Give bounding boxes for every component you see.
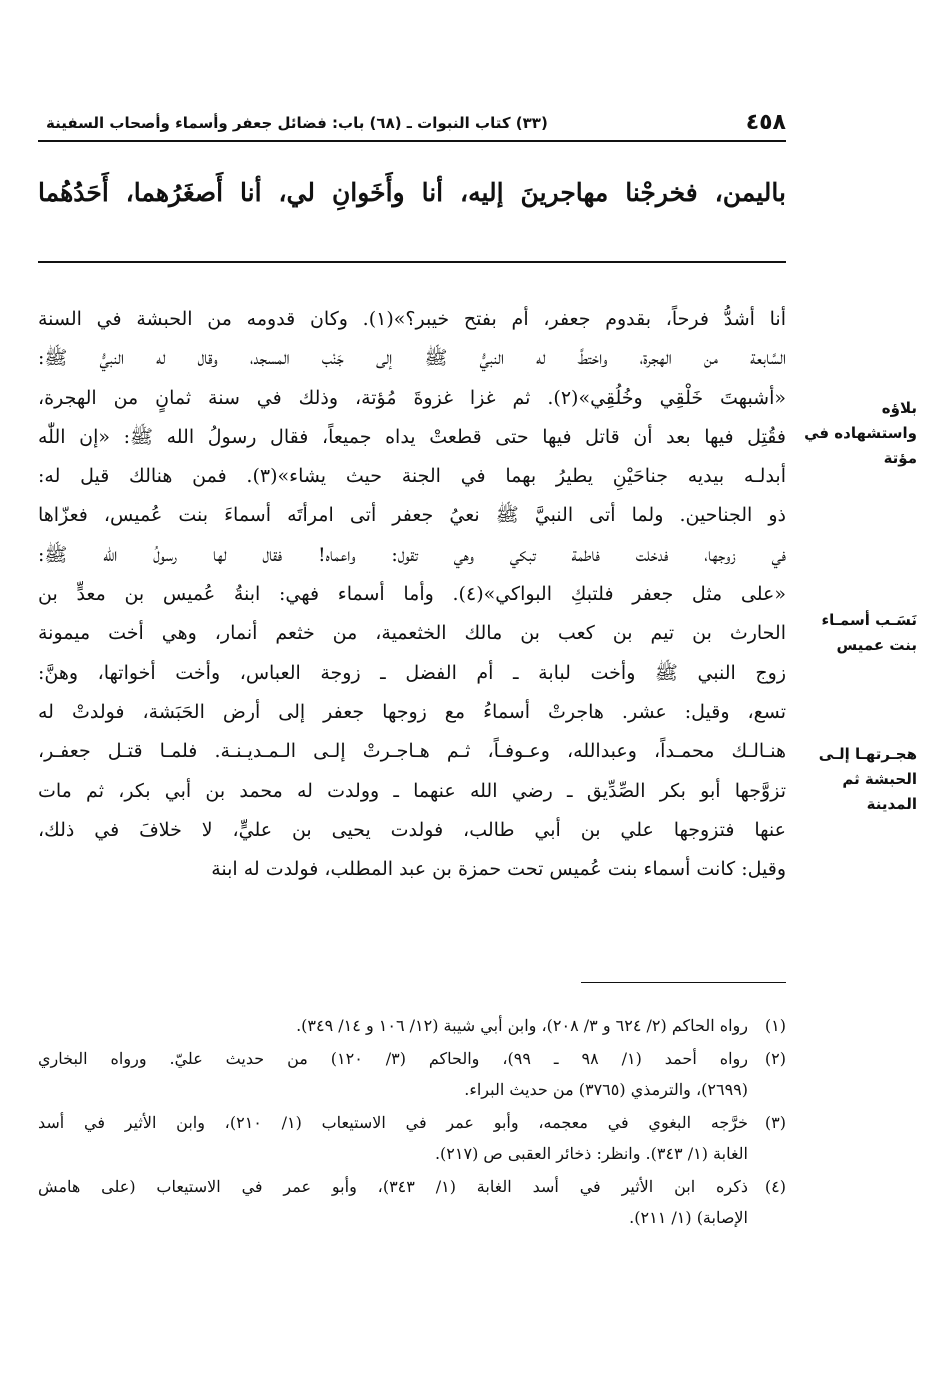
footnote-divider [581, 982, 786, 983]
footnote-line: خرَّجه البغوي في معجمه، وأبو عمر في الاستيعاب (١/ ٢١٠)، وابن الأثير في أسد [38, 1113, 748, 1132]
commentary-line: فقُتِل فيها بعد أن قاتل فيها حتى قطعتْ يداه جميعاً، فقال رسولُ الله ﷺ: «إن اللّٰه [38, 425, 786, 448]
footnote-number: (٢) [764, 1049, 786, 1068]
footnote-line: الإصابة) (١/ ٢١١). [629, 1208, 748, 1227]
footnote-number: (٣) [764, 1113, 786, 1132]
commentary-line: تسع، وقيل: عشر. هاجرتْ أسماءُ مع زوجها جعفر إلى أرض الحَبَشة، فولدتْ له [38, 700, 786, 723]
sidenote-line: هجـرتهـا إلـى [818, 745, 917, 763]
commentary-line: الحارث بن تيم بن كعب بن مالك الخثعمية، من خثعم أنمار، وهي أخت ميمونة [38, 622, 786, 645]
commentary-line: زوج النبي ﷺ وأخت لبابة ـ أم الفضل ـ زوجة العباس، وأخت أخواتها، وهنَّ: [38, 661, 786, 684]
sidenote-line: بلاؤه [881, 399, 917, 417]
running-title: (٣٣) كتاب النبوات ـ (٦٨) باب: فضائل جعفر وأسماء وأصحاب السفينة [46, 114, 548, 132]
sidenote-nasab [792, 608, 917, 658]
commentary-line: هنـالـك محمـداً، وعبدالله، وعـوفـاً، ثـم هـاجـرتْ إلـى الـمـديـنـة. فلمـا قتـل جعفـر، [38, 740, 786, 763]
footnote-number: (١) [764, 1016, 786, 1035]
sidenote-line: المدينة [866, 795, 917, 813]
commentary-line: أبدلـه بيديه جناحَيْنِ يطيرُ بهما في الجنة حيث يشاء»(٣). فمن هنالك قيل له: [38, 465, 786, 488]
sidenote-bala [792, 396, 917, 471]
commentary-line: عنها فتزوجها علي بن أبي طالب، فولدت يحيى بن عليٍّ، لا خلافَ في ذلك، [38, 818, 786, 841]
footnotes [38, 1010, 786, 1235]
sidenote-line: مؤتة [883, 449, 917, 467]
footnote-line: رواه أحمد (١/ ٩٨ ـ ٩٩)، والحاكم (٣/ ١٢٠) من حديث عليّ. ورواه البخاري [38, 1049, 748, 1068]
footnote-line: (٢٦٩٩)، والترمذي (٣٧٦٥) من حديث البراء. [464, 1080, 748, 1099]
footnote-3 [38, 1107, 786, 1169]
page-header [38, 110, 786, 142]
footnote-line: رواه الحاكم (٢/ ٦٢٤ و ٣/ ٢٠٨)، وابن أبي شيبة (١٢/ ١٠٦ و ١٤/ ٣٤٩). [296, 1016, 748, 1035]
footnote-line: الغابة (١/ ٣٤٣). وانظر: ذخائر العقبى ص (٢١٧). [434, 1144, 748, 1163]
commentary-line: «على مثل جعفر فلتبكِ البواكي»(٤). وأما أسماء فهي: ابنةُ عُميس بن معدٍّ بن [38, 583, 786, 606]
commentary-line: وقيل: كانت أسماء بنت عُميس تحت حمزة بن عبد المطلب، فولدت له ابنة [211, 858, 786, 881]
footnote-line: ذكره ابن الأثير في أسد الغابة (١/ ٣٤٣)، وأبو عمر في الاستيعاب (على هامش [38, 1177, 748, 1196]
page-number: ٤٥٨ [745, 110, 786, 135]
commentary-body [38, 300, 786, 889]
sidenote-hijra [792, 742, 917, 817]
commentary-line: «أشبهتَ خَلْقِي وخُلُقِي»(٢). ثم غزا غزوةَ مُؤتة، وذلك في سنة ثمانٍ من الهجرة، [38, 386, 786, 409]
sidenote-line: بنت عميس [836, 636, 917, 654]
commentary-line: في زوجها، فدخلت فاطمة تبكي وهي تقول: واعماه! فقال لها رسولُ الله ﷺ: [38, 543, 786, 566]
footnote-4 [38, 1171, 786, 1233]
footnote-1 [38, 1010, 786, 1041]
footnote-number: (٤) [764, 1177, 786, 1196]
commentary-line: ذو الجناحين. ولما أتى النبيَّ ﷺ نعيُ جعفر أتى امرأتَه أسماءَ بنت عُميس، فعزّاها [38, 504, 786, 527]
commentary-line: السَّابعة من الهجرة، واختطَّ له النبيُّ ﷺ إلى جَنْب المسجد، وقال له النبيُّ ﷺ: [38, 347, 786, 370]
commentary-line: تزوَّجها أبو بكر الصِّدِّيق ـ رضي الله عنهما ـ وولدت له محمد بن أبي بكر، ثم مات [38, 779, 786, 802]
sidenote-line: الحبشة ثم [842, 770, 917, 788]
sidenote-line: واستشهاده في [804, 424, 917, 442]
commentary-line: أنا أشدُّ فرحاً، بقدوم جعفر، أم بفتح خيبر؟»(١). وكان قدومه من الحبشة في السنة [38, 308, 786, 330]
matn-divider [38, 261, 786, 263]
hadith-matn-line: باليمن، فخرجْنا مهاجرينَ إليه، أنا وأَخَوانِ لي، أنا أَصغَرُهما، أَحَدُهُما [38, 178, 786, 207]
footnote-2 [38, 1043, 786, 1105]
sidenote-line: نَسَـب أسمـاء [821, 611, 917, 629]
